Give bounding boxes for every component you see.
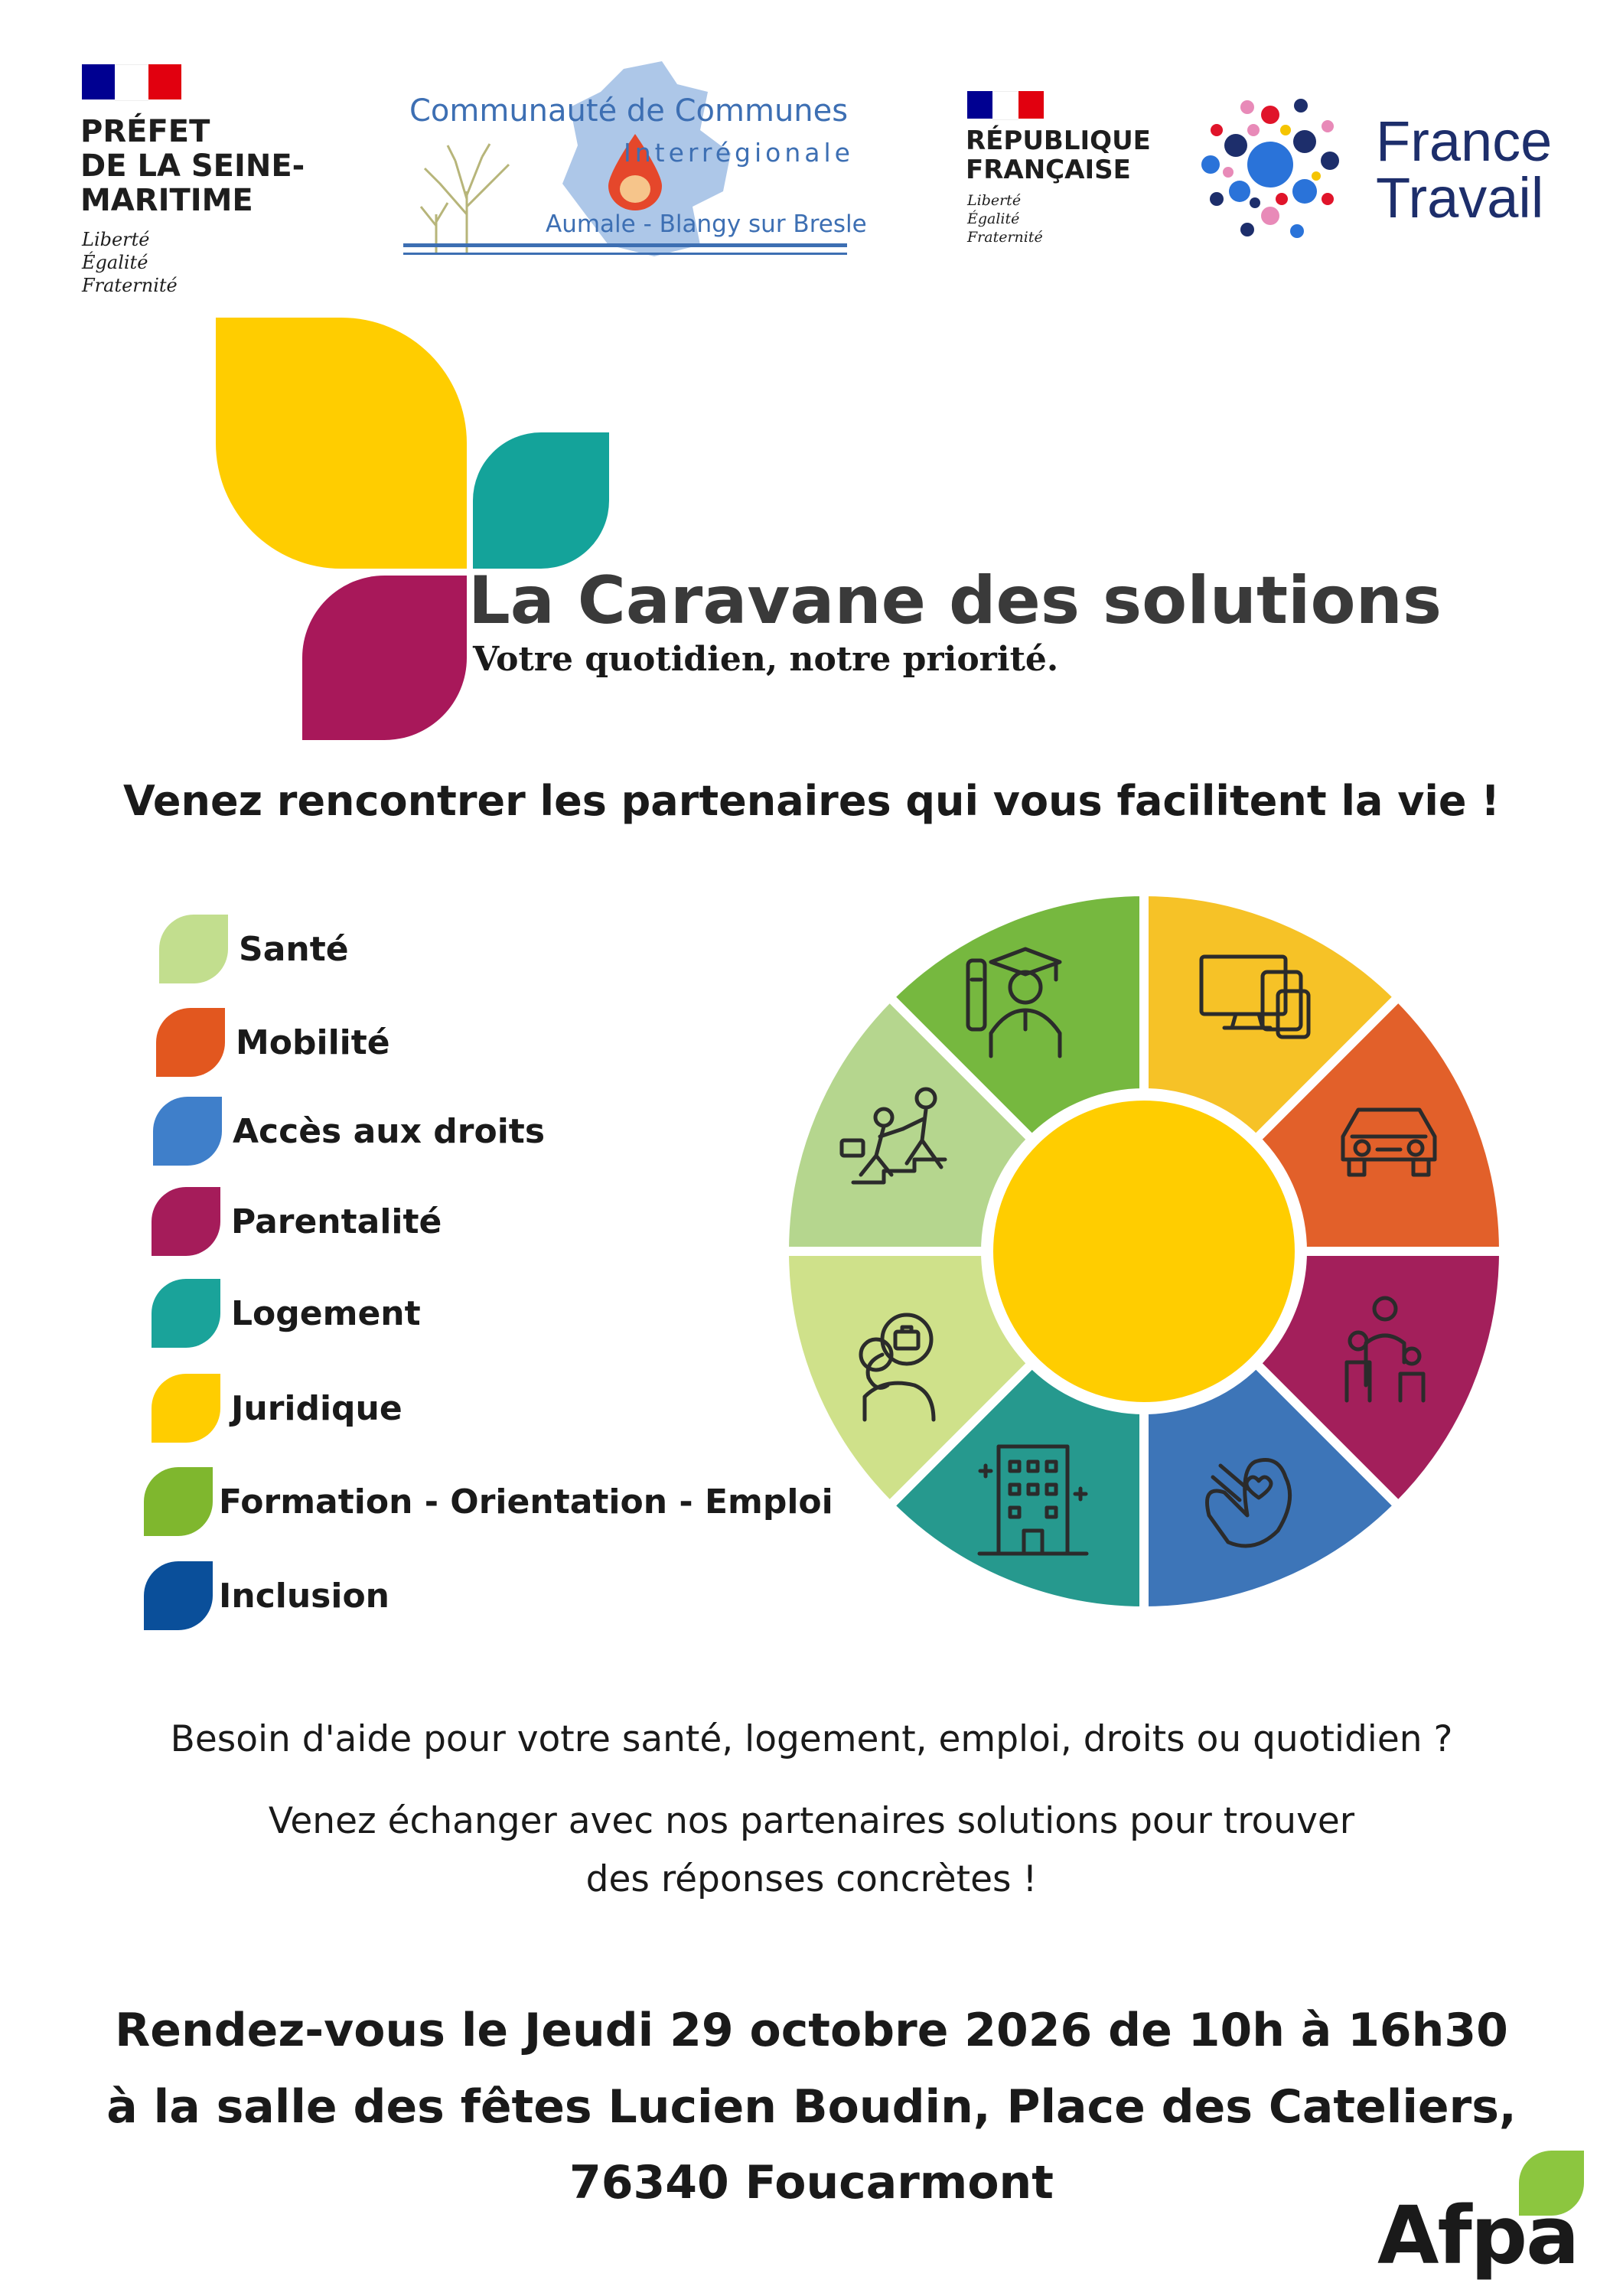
page-title: La Caravane des solutions	[468, 563, 1442, 639]
communaute-logo	[402, 61, 867, 268]
marianne-flag-icon	[967, 91, 1044, 119]
yellow-leaf-shape	[216, 318, 467, 569]
legend-item-acces-droits	[153, 1097, 545, 1166]
teal-leaf-shape	[473, 432, 609, 569]
communaute-line2: Interrégionale	[624, 138, 854, 168]
legend-swatch	[153, 1097, 222, 1166]
legend-label: Logement	[231, 1293, 421, 1333]
legend-swatch	[152, 1279, 220, 1348]
legend-item-sante	[159, 915, 349, 983]
legend-label: Inclusion	[219, 1576, 390, 1616]
legend-swatch	[156, 1008, 225, 1077]
legend-swatch	[159, 915, 228, 983]
legend-item-inclusion	[144, 1561, 389, 1630]
france-travail-name: France Travail	[1376, 109, 1553, 230]
legend-swatch	[152, 1374, 220, 1443]
rendezvous-place: à la salle des fêtes Lucien Boudin, Place des Cateliers,	[106, 2080, 1517, 2134]
legend-swatch	[144, 1467, 213, 1536]
communaute-line3: Aumale - Blangy sur Bresle	[546, 210, 867, 238]
legend-label: Juridique	[231, 1388, 402, 1428]
communaute-line1: Communauté de Communes	[409, 93, 849, 129]
republique-name: RÉPUBLIQUE FRANÇAISE	[966, 126, 1151, 186]
france-travail-dots-icon	[1194, 84, 1347, 245]
legend-swatch	[144, 1561, 213, 1630]
afpa-name: Afpa	[1377, 2189, 1579, 2282]
wheel-center	[987, 1094, 1301, 1408]
afpa-logo	[1377, 2151, 1607, 2288]
legend-label: Santé	[239, 929, 349, 969]
marianne-flag-icon	[82, 64, 181, 99]
rendezvous-date: Rendez-vous le Jeudi 29 octobre 2026 de 10h à 16h30	[115, 2004, 1508, 2057]
prefet-logo	[80, 61, 341, 306]
legend-label: Parentalité	[231, 1202, 442, 1241]
help-question: Besoin d'aide pour votre santé, logement, emploi, droits ou quotidien ?	[170, 1718, 1453, 1760]
tree-icon	[409, 138, 524, 253]
tagline: Venez rencontrer les partenaires qui vous facilitent la vie !	[123, 777, 1500, 825]
legend-item-logement	[152, 1279, 421, 1348]
communaute-underline	[403, 243, 847, 247]
legend-item-formation	[144, 1467, 833, 1536]
prefet-name: PRÉFET DE LA SEINE- MARITIME	[80, 114, 305, 218]
legend-item-mobilite	[156, 1008, 390, 1077]
legend-swatch	[152, 1187, 220, 1256]
page-subtitle: Votre quotidien, notre priorité.	[473, 640, 1059, 679]
legend-label: Mobilité	[236, 1022, 390, 1062]
republique-logo	[966, 88, 1165, 256]
invitation-line2: des réponses concrètes !	[585, 1858, 1038, 1900]
magenta-leaf-shape	[302, 576, 467, 740]
legend-item-juridique	[152, 1374, 402, 1443]
rendezvous-city: 76340 Foucarmont	[569, 2156, 1054, 2210]
legend-label: Formation - Orientation - Emploi	[219, 1482, 833, 1521]
france-travail-logo	[1186, 84, 1584, 253]
legend-label: Accès aux droits	[233, 1111, 546, 1151]
prefet-motto: Liberté Égalité Fraternité	[82, 229, 178, 296]
legend-item-parentalite	[152, 1187, 442, 1256]
services-wheel	[781, 888, 1507, 1615]
invitation-line1: Venez échanger avec nos partenaires solutions pour trouver	[268, 1800, 1355, 1842]
republique-motto: Liberté Égalité Fraternité	[967, 192, 1043, 246]
communaute-underline-2	[403, 253, 847, 255]
